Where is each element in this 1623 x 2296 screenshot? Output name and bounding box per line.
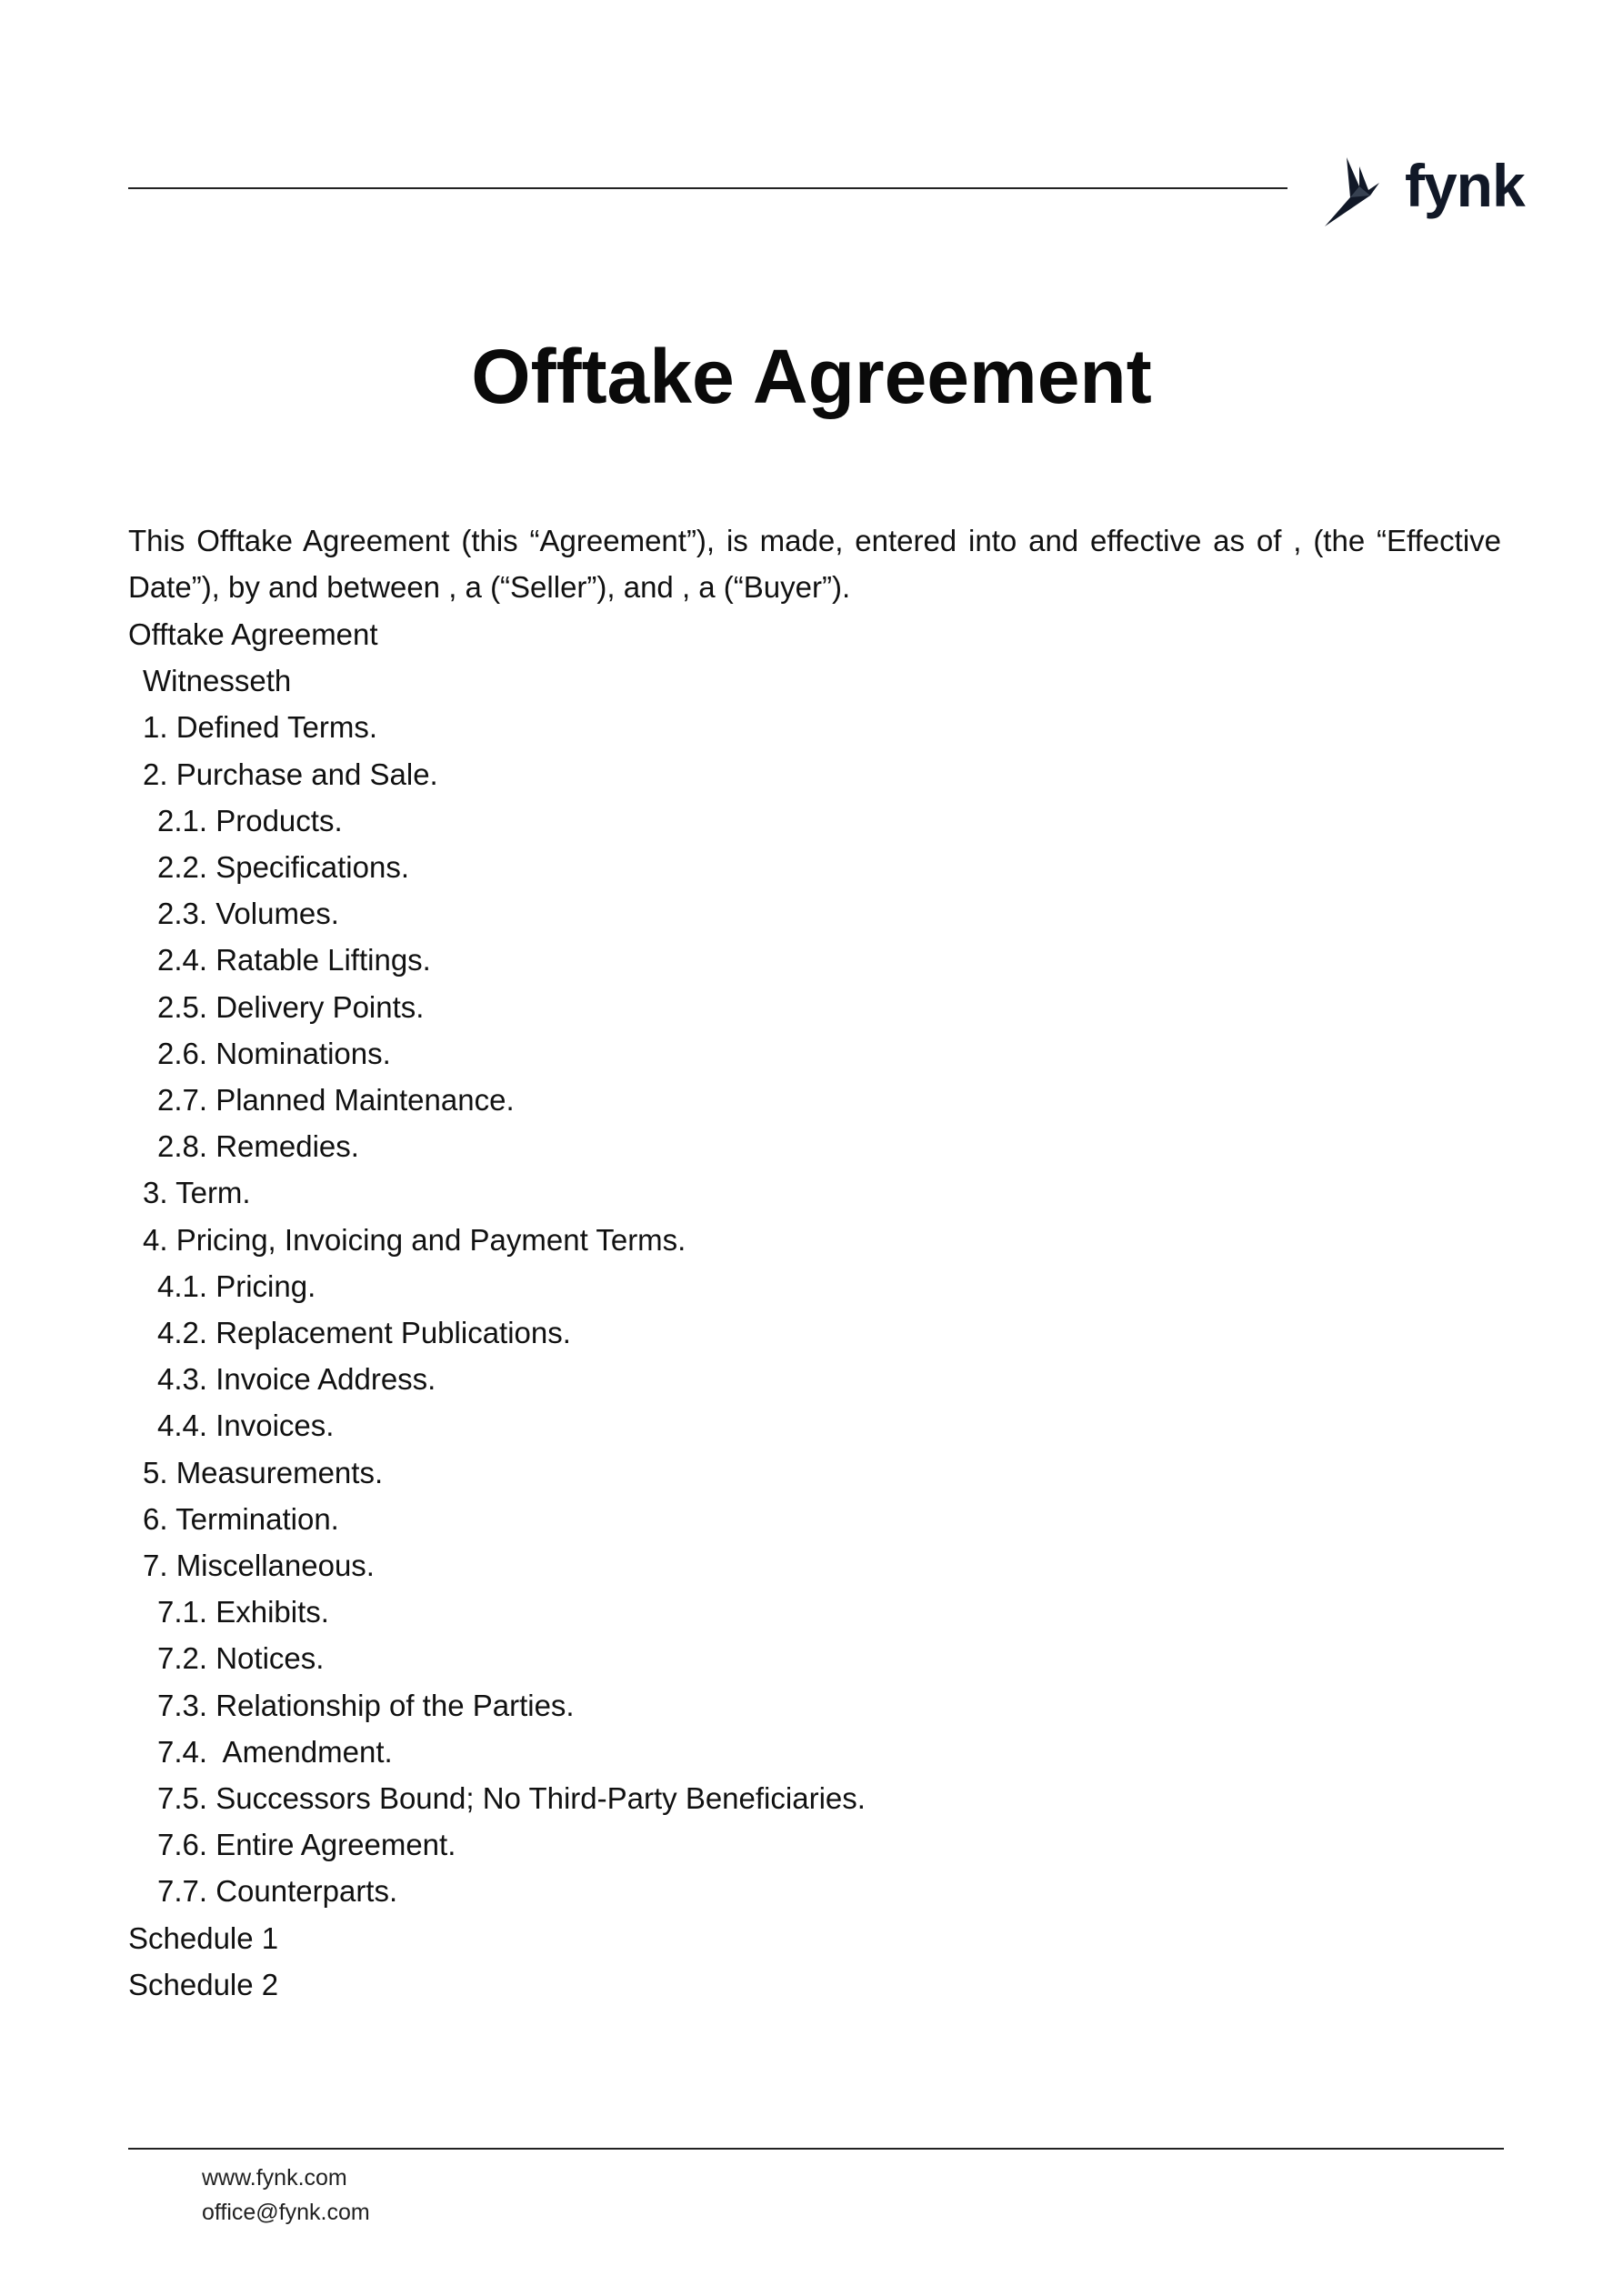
toc-item[interactable]: 6. Termination. — [143, 1501, 339, 1536]
toc-item[interactable]: 2.4. Ratable Liftings. — [157, 943, 431, 978]
toc-item[interactable]: 2.8. Remedies. — [157, 1129, 359, 1164]
toc-item[interactable]: 1. Defined Terms. — [143, 710, 378, 745]
toc-item[interactable]: 7. Miscellaneous. — [143, 1549, 375, 1583]
header-divider — [128, 187, 1287, 189]
toc-item[interactable]: 4.4. Invoices. — [157, 1409, 335, 1443]
toc-item[interactable]: 7.1. Exhibits. — [157, 1595, 329, 1629]
footer — [202, 2161, 370, 2230]
toc-item[interactable]: 2.5. Delivery Points. — [157, 989, 425, 1024]
toc-item[interactable]: 2.7. Planned Maintenance. — [157, 1083, 515, 1118]
footer-email-link[interactable]: office@fynk.com — [202, 2200, 370, 2225]
toc-item[interactable]: 2. Purchase and Sale. — [143, 757, 438, 791]
toc-item[interactable]: 4.3. Invoice Address. — [157, 1362, 436, 1397]
toc-item[interactable]: 2.1. Products. — [157, 803, 343, 837]
toc-item[interactable]: 3. Term. — [143, 1176, 251, 1210]
footer-website-link[interactable]: www.fynk.com — [202, 2165, 347, 2191]
toc-item[interactable]: Witnesseth — [143, 664, 292, 698]
toc-item[interactable]: 4.1. Pricing. — [157, 1268, 316, 1303]
toc-item[interactable]: 5. Measurements. — [143, 1455, 384, 1489]
toc-item[interactable]: 7.5. Successors Bound; No Third-Party Beneficiaries. — [157, 1781, 866, 1816]
toc-item[interactable]: 2.6. Nominations. — [157, 1036, 391, 1070]
footer-divider — [128, 2148, 1504, 2150]
toc-item[interactable]: Schedule 1 — [128, 1920, 279, 1955]
table-of-contents — [128, 611, 1501, 2008]
toc-item[interactable]: 7.2. Notices. — [157, 1641, 325, 1676]
fynk-logo — [1323, 150, 1525, 227]
intro-paragraph: This Offtake Agreement (this “Agreement”), is made, entered into and effective as of , (the “Effective Date”), by and between , a (“Seller”), and , a (“Buyer”). — [128, 524, 1501, 604]
bird-icon — [1323, 150, 1400, 227]
toc-item[interactable]: 7.6. Entire Agreement. — [157, 1828, 456, 1862]
logo-wordmark: fynk — [1405, 152, 1525, 219]
toc-item[interactable]: 7.3. Relationship of the Parties. — [157, 1688, 575, 1722]
toc-item[interactable]: 7.7. Counterparts. — [157, 1874, 398, 1909]
document-title: Offtake Agreement — [471, 334, 1152, 419]
toc-item[interactable]: 4. Pricing, Invoicing and Payment Terms. — [143, 1222, 686, 1257]
toc-item[interactable]: 2.3. Volumes. — [157, 897, 339, 931]
toc-item[interactable]: 7.4. Amendment. — [157, 1734, 393, 1769]
toc-item[interactable]: 4.2. Replacement Publications. — [157, 1316, 571, 1350]
toc-item[interactable]: 2.2. Specifications. — [157, 850, 409, 885]
toc-item[interactable]: Schedule 2 — [128, 1967, 279, 2001]
toc-item[interactable]: Offtake Agreement — [128, 617, 378, 651]
